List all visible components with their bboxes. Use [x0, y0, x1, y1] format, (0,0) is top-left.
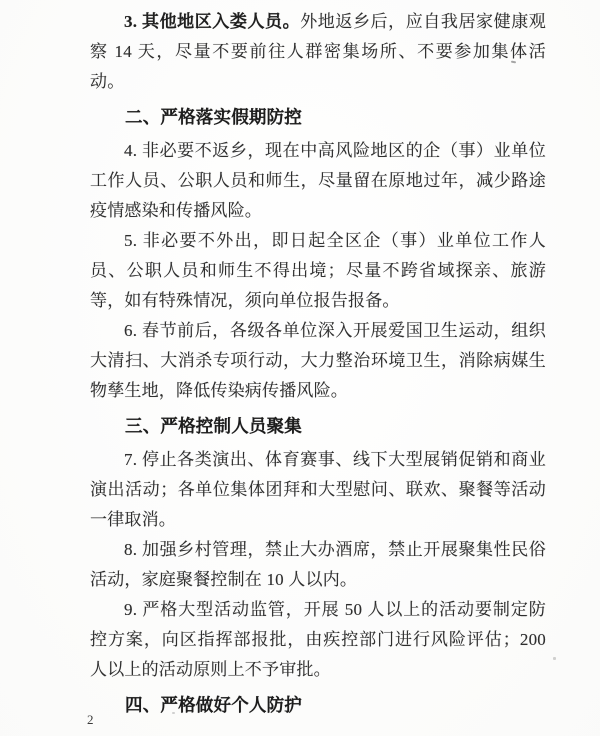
scan-speck [553, 657, 556, 660]
paragraph-item-3 [90, 7, 546, 97]
section-heading-3: 三、严格控制人员聚集 [125, 416, 302, 436]
section-heading-4: 四、严格做好个人防护 [125, 695, 302, 715]
paragraph-item-8: 8. 加强乡村管理，禁止大办酒席，禁止开展聚集性民俗活动，家庭聚餐控制在 10 人以内。 [90, 540, 546, 589]
document-text-block [90, 7, 546, 724]
paragraph-item-5: 5. 非必要不外出，即日起全区企（事）业单位工作人员、公职人员和师生不得出境；尽量不跨省域探亲、旅游等，如有特殊情况，须向单位报告报备。 [90, 231, 546, 310]
item-3-body-text: 外地返乡后，应自我居家健康观察 14 天，尽量不要前往人群密集场所、不要参加集体活动。 [90, 12, 546, 91]
page-number: 2 [87, 712, 94, 727]
paragraph-item-9: 9. 严格大型活动监管，开展 50 人以上的活动要制定防控方案，向区指挥部报批，由疾控部门进行风险评估；200 人以上的活动原则上不予审批。 [90, 600, 546, 679]
scan-speck [364, 176, 368, 178]
paragraph-item-6: 6. 春节前后，各级各单位深入开展爱国卫生运动，组织大清扫、大消杀专项行动，大力整治环境卫生，消除病媒生物孳生地，降低传染病传播风险。 [90, 321, 546, 400]
paragraph-item-4: 4. 非必要不返乡，现在中高风险地区的企（事）业单位工作人员、公职人员和师生，尽量留在原地过年，减少路途疫情感染和传播风险。 [90, 141, 546, 220]
paragraph-item-7: 7. 停止各类演出、体育赛事、线下大型展销促销和商业演出活动；各单位集体团拜和大型慰问、联欢、聚餐等活动一律取消。 [90, 450, 546, 529]
scan-speck [172, 712, 175, 714]
item-3-bold-lead: 3. 其他地区入娄人员。 [124, 12, 301, 31]
section-heading-2: 二、严格落实假期防控 [125, 107, 302, 127]
